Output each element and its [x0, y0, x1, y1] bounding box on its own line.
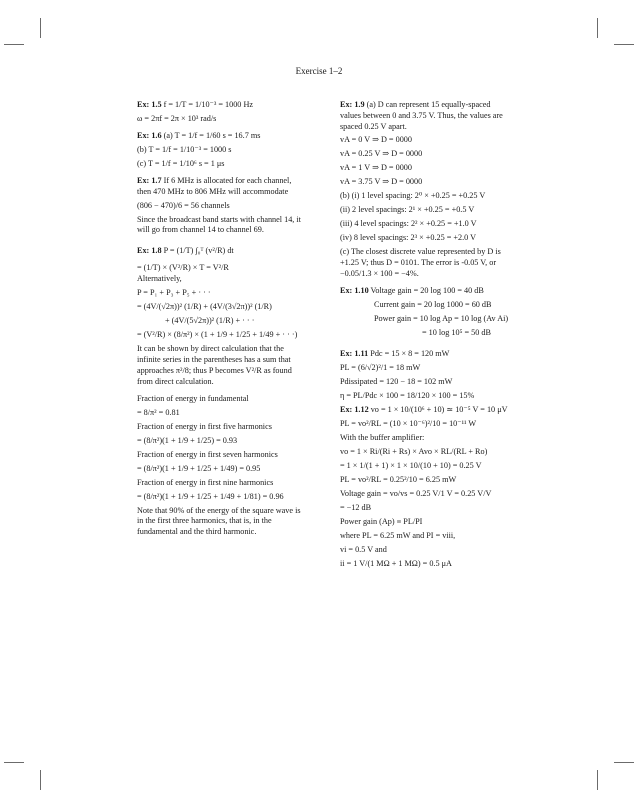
- exercise-1-6-c: (c) T = 1/f = 1/10⁶ s = 1 μs: [137, 159, 225, 168]
- exercise-number: Ex: 1.7: [137, 176, 162, 185]
- nine-harmonics-value: = (8/π²)(1 + 1/9 + 1/25 + 1/49 + 1/81) = 0.96: [137, 491, 284, 501]
- crop-mark: [4, 44, 24, 45]
- va-0v: vA = 0 V ⇒ D = 0000: [340, 135, 412, 145]
- voltage-gain-db: = −12 dB: [340, 502, 372, 512]
- nine-harmonics-label: Fraction of energy in first nine harmonics: [137, 477, 274, 487]
- va-375v: vA = 3.75 V ⇒ D = 0000: [340, 177, 423, 187]
- ii-value: ii = 1 V/(1 MΩ + 1 MΩ) = 0.5 μA: [340, 558, 452, 568]
- power-gain-definition: Power gain (Ap) ≡ PL/PI: [340, 516, 423, 526]
- crop-mark: [614, 44, 634, 45]
- power-result: = (1/T) × (V²/R) × T = V²/R: [137, 263, 229, 273]
- fundamental-energy-label: Fraction of energy in fundamental: [137, 393, 249, 403]
- vi-value: vi = 0.5 V and: [340, 544, 387, 554]
- va-025v: vA = 0.25 V ⇒ D = 0000: [340, 149, 423, 159]
- angular-frequency: ω = 2πf = 2π × 10³ rad/s: [137, 114, 217, 123]
- square-wave-energy-note: Note that 90% of the energy of the square wave is in the first three harmonics, that is, in the fundamental and the third harmonic.: [137, 505, 301, 537]
- exercise-number: Ex: 1.9: [340, 100, 365, 109]
- seven-harmonics-label: Fraction of energy in first seven harmonics: [137, 449, 278, 459]
- exercise-number: Ex: 1.8: [137, 246, 162, 256]
- harmonic-terms-1: = (4V/(√2π))² (1/R) + (4V/(3√2π))² (1/R): [137, 302, 272, 312]
- exercise-number: Ex: 1.12: [340, 404, 369, 414]
- exercise-number: Ex: 1.11: [340, 348, 369, 358]
- exercise-number: Ex: 1.10: [340, 285, 369, 295]
- exercise-number: Ex: 1.5: [137, 100, 162, 109]
- crop-mark: [40, 18, 41, 38]
- crop-mark: [614, 762, 634, 763]
- dissipated-power: Pdissipated = 120 − 18 = 102 mW: [340, 376, 453, 386]
- crop-mark: [40, 770, 41, 790]
- closest-discrete-value-note: (c) The closest discrete value represented by D is +1.25 V; thus D = 0101. The error is -0.05 V, or −0.05/1.3 × 100 = −4%.: [340, 247, 501, 279]
- level-spacing-8: (iv) 8 level spacings: 2³ × +0.25 = +2.0 V: [340, 233, 477, 243]
- five-harmonics-value: = (8/π²)(1 + 1/9 + 1/25) = 0.93: [137, 435, 238, 445]
- level-spacing-2: (ii) 2 level spacings: 2¹ × +0.25 = +0.5 V: [340, 205, 475, 215]
- crop-mark: [597, 18, 598, 38]
- power-gain: Power gain = 10 log Ap = 10 log (Av Ai): [374, 313, 509, 323]
- crop-mark: [4, 762, 24, 763]
- exercise-number: Ex: 1.6: [137, 131, 162, 140]
- fundamental-energy-value: = 8/π² = 0.81: [137, 407, 180, 417]
- buffer-load-power: PL = vo²/RL = 0.25²/10 = 6.25 mW: [340, 474, 457, 484]
- exercise-1-6-a: Ex: 1.6 (a) T = 1/f = 1/60 s = 16.7 ms: [137, 131, 261, 140]
- series-expression: = (V²/R) × (8/π²) × (1 + 1/9 + 1/25 + 1/49 + · · ·): [137, 330, 298, 340]
- load-power-direct: PL = vo²/RL = (10 × 10⁻⁶)²/10 = 10⁻¹¹ W: [340, 418, 477, 428]
- broadcast-band-note: Since the broadcast band starts with channel 14, it will go from channel 14 to channel 69.: [137, 214, 301, 235]
- va-1v: vA = 1 V ⇒ D = 0000: [340, 163, 412, 173]
- buffer-voltage-gain: Voltage gain = vo/vs = 0.25 V/1 V = 0.25 V/V: [340, 488, 492, 498]
- level-spacing-4: (iii) 4 level spacings: 2² × +0.25 = +1.0 V: [340, 219, 477, 229]
- exercise-1-9-text: Ex: 1.9 (a) D can represent 15 equally-spaced values between 0 and 3.75 V. Thus, the values are spaced 0.25 V apart.: [340, 100, 503, 131]
- crop-mark: [597, 770, 598, 790]
- harmonic-terms-2: + (4V/(5√2π))² (1/R) + · · ·: [165, 316, 255, 326]
- channel-count: (806 − 470)/6 = 56 channels: [137, 200, 230, 210]
- exercise-1-11-pdc: Ex: 1.11 Pdc = 15 × 8 = 120 mW: [340, 348, 450, 358]
- efficiency: η = PL/Pdc × 100 = 18/120 × 100 = 15%: [340, 390, 475, 400]
- right-column: [340, 100, 512, 570]
- alternatively-label: Alternatively,: [137, 274, 182, 284]
- exercise-1-7-text: Ex: 1.7 If 6 MHz is allocated for each channel, then 470 MHz to 806 MHz will accommodate: [137, 176, 292, 196]
- harmonic-power-sum: P = P₁ + P₃ + P₅ + · · ·: [137, 288, 211, 298]
- level-spacing-1: (b) (i) 1 level spacing: 2⁰ × +0.25 = +0.25 V: [340, 191, 486, 201]
- exercise-1-6-b: (b) T = 1/f = 1/10⁻³ = 1000 s: [137, 145, 232, 154]
- buffer-output-value: = 1 × 1/(1 + 1) × 1 × 10/(10 + 10) = 0.25 V: [340, 460, 482, 470]
- power-values-note: where PL = 6.25 mW and PI = viii,: [340, 530, 456, 540]
- exercise-1-12-output-voltage: Ex: 1.12 vo = 1 × 10/(10⁶ + 10) ≃ 10⁻⁵ V = 10 μV: [340, 404, 508, 414]
- left-column: [137, 100, 307, 538]
- seven-harmonics-value: = (8/π²)(1 + 1/9 + 1/25 + 1/49) = 0.95: [137, 463, 261, 473]
- exercise-1-10-voltage-gain: Ex: 1.10 Voltage gain = 20 log 100 = 40 dB: [340, 285, 484, 295]
- exercise-1-8-power-integral: Ex: 1.8 P = (1/T) ∫₀ᵀ (v²/R) dt: [137, 246, 234, 256]
- buffer-amplifier-label: With the buffer amplifier:: [340, 432, 425, 442]
- exercise-1-5-frequency: Ex: 1.5 f = 1/T = 1/10⁻³ = 1000 Hz: [137, 100, 253, 109]
- five-harmonics-label: Fraction of energy in first five harmonics: [137, 421, 272, 431]
- power-gain-result: = 10 log 10⁵ = 50 dB: [422, 327, 491, 337]
- load-power: PL = (6/√2)²/1 = 18 mW: [340, 362, 421, 372]
- page-header: Exercise 1–2: [295, 66, 343, 76]
- buffer-output-expression: vo = 1 × Ri/(Ri + Rs) × Avo × RL/(RL + Ro): [340, 446, 488, 456]
- series-sum-note: It can be shown by direct calculation that the infinite series in the parentheses has a sum that approaches π²/8; thus P becomes V²/R as found from direct calculation.: [137, 344, 292, 386]
- current-gain: Current gain = 20 log 1000 = 60 dB: [374, 299, 492, 309]
